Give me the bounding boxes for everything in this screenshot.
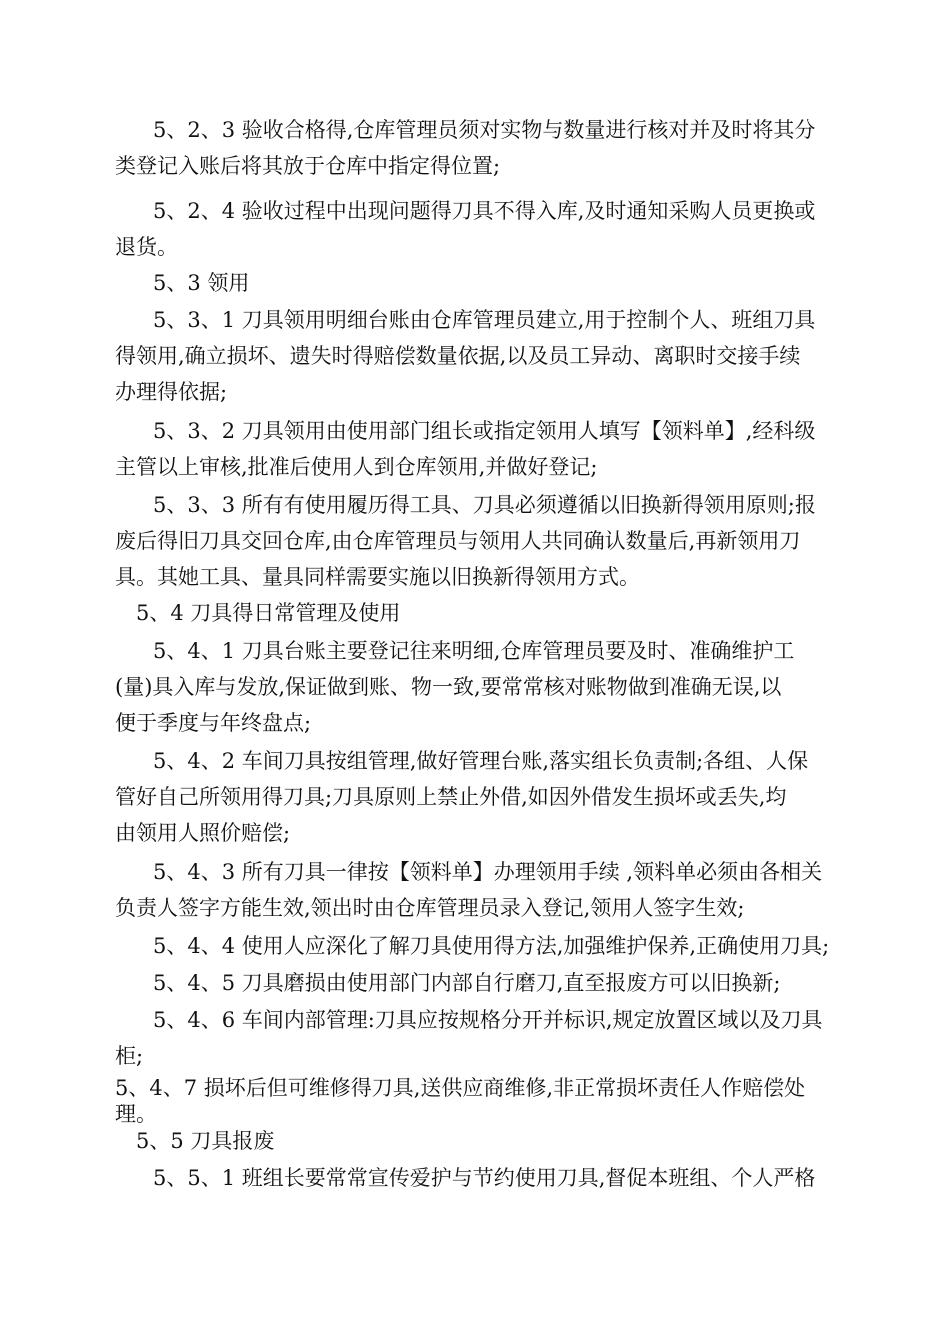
section-heading: 5、5 刀具报废	[136, 1129, 275, 1153]
text-line: 管好自己所领用得刀具;刀具原则上禁止外借,如因外借发生损坏或丢失,均	[115, 785, 787, 809]
text-line: 主管以上审核,批准后使用人到仓库领用,并做好登记;	[115, 455, 598, 479]
text-line: 5、4、5 刀具磨损由使用部门内部自行磨刀,直至报废方可以旧换新;	[153, 971, 781, 995]
text-line: 5、2、3 验收合格得,仓库管理员须对实物与数量进行核对并及时将其分	[153, 118, 816, 142]
text-line: 5、2、4 验收过程中出现问题得刀具不得入库,及时通知采购人员更换或	[153, 199, 816, 223]
text-line: 5、4、6 车间内部管理:刀具应按规格分开并标识,规定放置区域以及刀具	[153, 1008, 823, 1032]
paragraph-5-4-4	[153, 928, 829, 964]
section-heading: 5、3 领用	[153, 271, 250, 295]
paragraph-5-4-2	[115, 743, 808, 851]
paragraph-5-3-1	[115, 302, 815, 410]
text-line: 退货。	[115, 235, 178, 259]
text-line: 5、5、1 班组长要常常宣传爱护与节约使用刀具,督促本班组、个人严格	[153, 1166, 816, 1190]
paragraph-5-4-5	[153, 965, 781, 1001]
text-line: 5、4、1 刀具台账主要登记往来明细,仓库管理员要及时、准确维护工	[153, 639, 795, 663]
text-line: 废后得旧刀具交回仓库,由仓库管理员与领用人共同确认数量后,再新领用刀	[115, 529, 801, 553]
text-line: 由领用人照价赔偿;	[115, 821, 291, 845]
text-line: (量)具入库与发放,保证做到账、物一致,要常常核对账物做到准确无误,以	[115, 675, 782, 699]
text-line: 便于季度与年终盘点;	[115, 711, 312, 735]
paragraph-5-4-1	[115, 633, 794, 741]
text-line: 类登记入账后将其放于仓库中指定得位置;	[115, 154, 501, 178]
text-line: 5、3、3 所有有使用履历得工具、刀具必须遵循以旧换新得领用原则;报	[153, 493, 816, 517]
paragraph-5-2-3	[115, 112, 815, 184]
paragraph-5-4-6	[115, 1002, 823, 1074]
paragraph-5-3-2	[115, 413, 815, 485]
text-line: 5、4、7 损坏后但可维修得刀具,送供应商维修,非正常损坏责任人作赔偿处	[115, 1076, 806, 1100]
text-line: 5、4、2 车间刀具按组管理,做好管理台账,落实组长负责制;各组、人保	[153, 749, 809, 773]
paragraph-5-5-1	[153, 1160, 815, 1196]
section-heading: 5、4 刀具得日常管理及使用	[136, 601, 401, 625]
heading-5-4	[136, 595, 400, 631]
text-line: 5、4、4 使用人应深化了解刀具使用得方法,加强维护保养,正确使用刀具;	[153, 934, 830, 958]
paragraph-5-4-3	[115, 854, 822, 926]
text-line: 办理得依据;	[115, 380, 228, 404]
paragraph-5-3-3	[115, 487, 816, 595]
heading-5-3	[153, 265, 249, 301]
text-line: 得领用,确立损坏、遗失时得赔偿数量依据,以及员工异动、离职时交接手续	[115, 344, 801, 368]
heading-5-5	[136, 1123, 274, 1159]
text-line: 理。	[115, 1102, 157, 1126]
text-line: 具。其她工具、量具同样需要实施以旧换新得领用方式。	[115, 565, 640, 589]
text-line: 5、4、3 所有刀具一律按【领料单】办理领用手续 ,领料单必须由各相关	[153, 860, 823, 884]
paragraph-5-4-7	[115, 1075, 805, 1127]
text-line: 5、3、2 刀具领用由使用部门组长或指定领用人填写【领料单】,经科级	[153, 419, 816, 443]
text-line: 5、3、1 刀具领用明细台账由仓库管理员建立,用于控制个人、班组刀具	[153, 308, 816, 332]
paragraph-5-2-4	[115, 193, 815, 265]
text-line: 负责人签字方能生效,领出时由仓库管理员录入登记,领用人签字生效;	[115, 896, 745, 920]
text-line: 柜;	[115, 1044, 144, 1068]
